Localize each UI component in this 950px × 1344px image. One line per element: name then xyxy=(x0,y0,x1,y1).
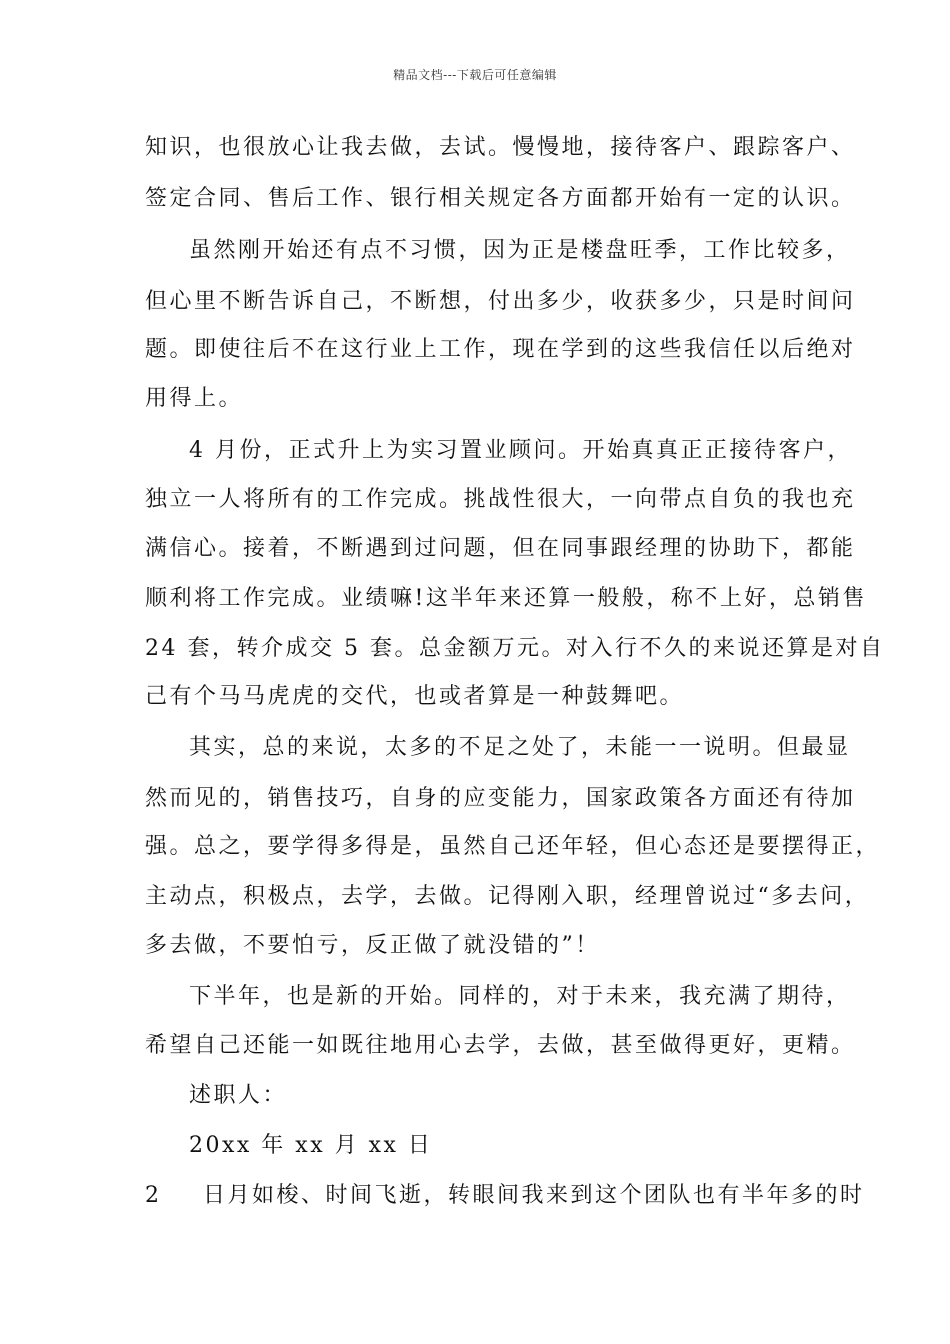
text-line: 主动点，积极点，去学，去做。记得刚入职，经理曾说过“多去问， xyxy=(145,884,870,909)
text-line: 4 月份，正式升上为实习置业顾问。开始真真正正接待客户， xyxy=(189,438,852,463)
text-line: 顺利将工作完成。业绩嘛!这半年来还算一般般，称不上好，总销售 xyxy=(145,586,867,611)
text-line: 强。总之，要学得多得是，虽然自己还年轻，但心态还是要摆得正， xyxy=(145,834,881,859)
text-line: 下半年，也是新的开始。同样的，对于未来，我充满了期待， xyxy=(189,984,851,1009)
signature-label: 述职人： xyxy=(189,1083,288,1108)
text-line: 签定合同、售后工作、银行相关规定各方面都开始有一定的认识。 xyxy=(145,186,856,211)
text-line: 但心里不断告诉自己，不断想，付出多少，收获多少，只是时间问 xyxy=(145,289,856,314)
text-line: 日月如梭、时间飞逝，转眼间我来到这个团队也有半年多的时 xyxy=(203,1183,865,1208)
text-line: 其实，总的来说，太多的不足之处了，未能一一说明。但最显 xyxy=(189,735,851,760)
text-line: 知识，也很放心让我去做，去试。慢慢地，接待客户、跟踪客户、 xyxy=(145,135,856,160)
text-line: 虽然刚开始还有点不习惯，因为正是楼盘旺季，工作比较多， xyxy=(189,238,851,263)
text-line: 满信心。接着，不断遇到过问题，但在同事跟经理的协助下，都能 xyxy=(145,536,856,561)
text-line: 题。即使往后不在这行业上工作，现在学到的这些我信任以后绝对 xyxy=(145,337,856,362)
text-line: 用得上。 xyxy=(145,386,244,411)
text-line: 独立一人将所有的工作完成。挑战性很大，一向带点自负的我也充 xyxy=(145,487,856,512)
text-line: 己有个马马虎虎的交代，也或者算是一种鼓舞吧。 xyxy=(145,684,685,709)
text-line: 多去做，不要怕亏，反正做了就没错的”！ xyxy=(145,933,600,958)
page-header: 精品文档---下载后可任意编辑 xyxy=(393,68,557,82)
date-line: 20xx 年 xx 月 xx 日 xyxy=(189,1133,433,1158)
text-line: 希望自己还能一如既往地用心去学，去做，甚至做得更好，更精。 xyxy=(145,1033,856,1058)
text-line: 然而见的，销售技巧，自身的应变能力，国家政策各方面还有待加 xyxy=(145,786,856,811)
text-line: 24 套，转介成交 5 套。总金额万元。对入行不久的来说还算是对自 xyxy=(145,636,885,661)
section-number: 2 xyxy=(145,1183,159,1208)
